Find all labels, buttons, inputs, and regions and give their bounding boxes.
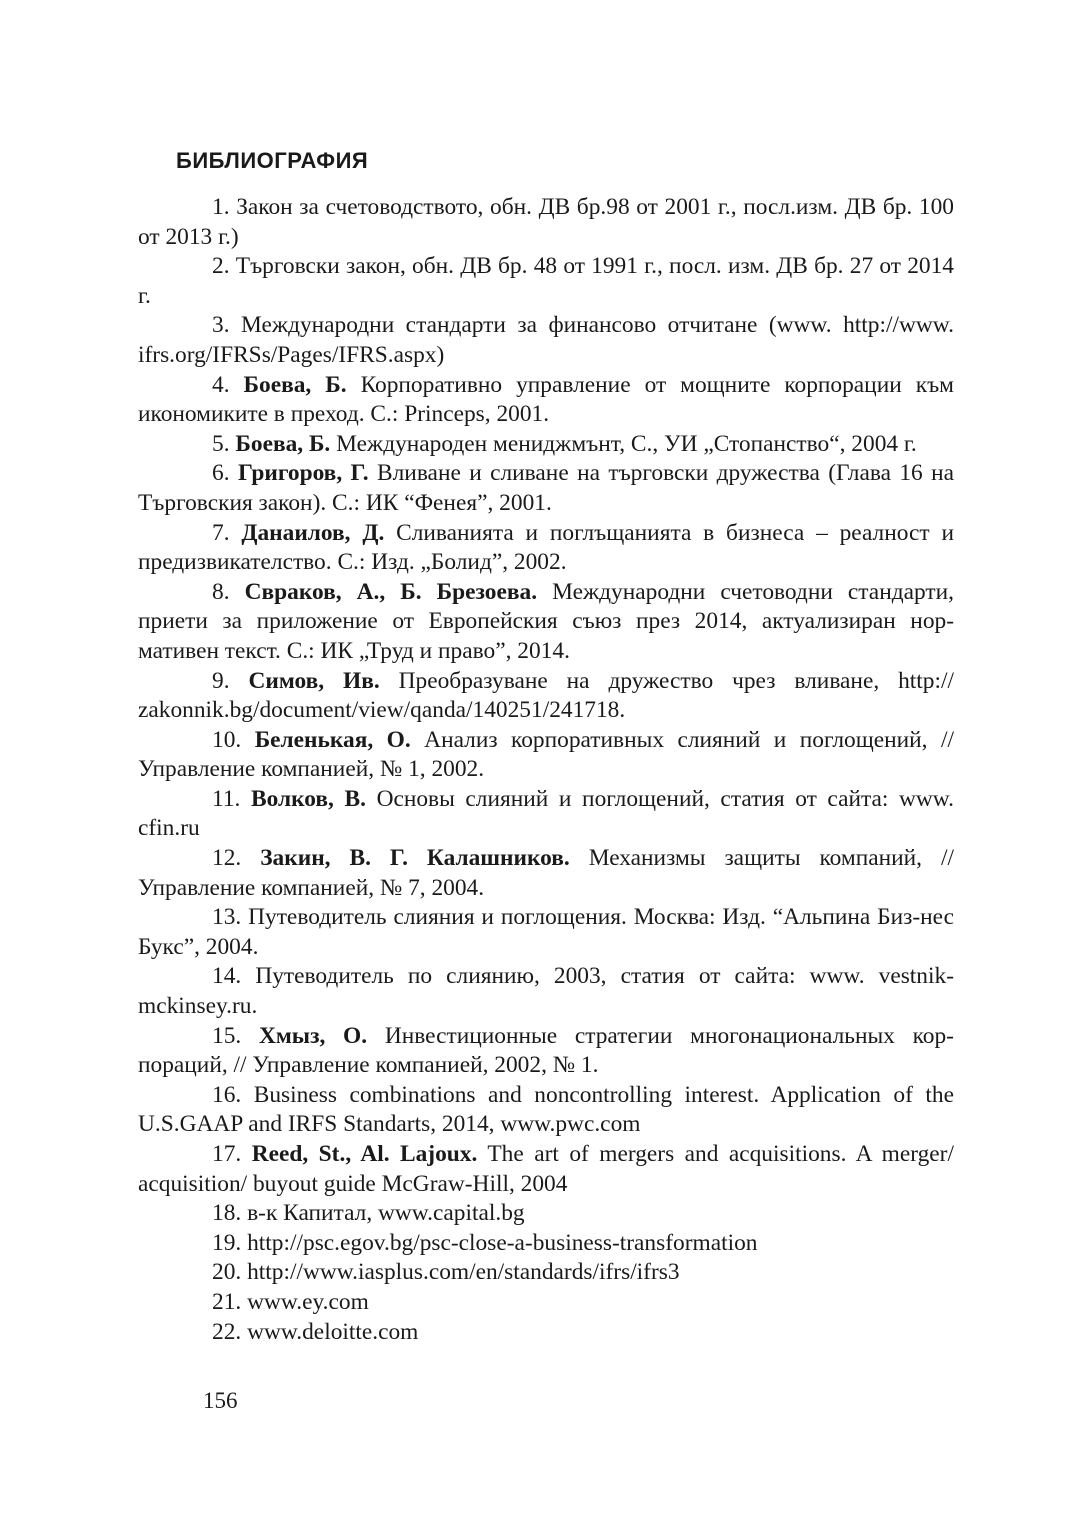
entry-authors: Волков, В. [251,785,366,812]
entry-authors: Хмыз, О. [258,1022,368,1049]
entry-text: Путеводитель слияния и поглощения. Москва: Изд. “Альпина Биз-нес Букс”, 2004. [138,904,954,960]
entry-number: 5. [212,430,230,457]
entry-authors: Симов, Ив. [248,667,380,694]
entry-number: 12. [212,845,242,872]
entry-text: The art of mergers and acquisitions. A merger/ acquisition/ buyout guide McGraw-Hill, 2004 [138,1141,954,1197]
entry-authors: Григоров, Г. [237,460,369,487]
entry-text: www.deloitte.com [247,1318,419,1345]
entry-number: 21. [212,1288,242,1315]
entry-number: 7. [212,519,230,546]
bibliography-entry [138,1199,954,1229]
bibliography-heading: БИБЛИОГРАФИЯ [176,148,369,173]
entry-number: 15. [212,1022,242,1049]
bibliography-entry [138,193,954,252]
entry-number: 8. [212,578,230,605]
entry-text: Основы слияний и поглощений, статия от сайта: www. cfin.ru [138,785,955,842]
bibliography-entry [138,252,954,311]
entry-number: 1. [212,194,230,220]
entry-text: Международни стандарти за финансово отчитане (www. http://www. ifrs.org/IFRSs/Pages/IFRS.aspx) [138,312,954,368]
bibliography-entry [138,844,954,903]
entry-number: 13. [212,904,242,931]
entry-number: 22. [212,1318,242,1345]
bibliography-entry [138,1081,954,1140]
bibliography-entry [138,726,954,785]
entry-text: Търговски закон, обн. ДВ бр. 48 от 1991 г., посл. изм. ДВ бр. 27 от 2014 г. [138,253,954,309]
entry-text: http://www.iasplus.com/en/standards/ifrs/ifrs3 [247,1259,680,1286]
bibliography-entry [138,1258,954,1288]
entry-text: Механизмы защиты компаний, // Управление компанией, № 7, 2004. [138,845,954,901]
bibliography-entry [138,371,954,430]
entry-number: 20. [212,1259,242,1286]
entry-text: Международни счетоводни стандарти, приети за приложение от Европейския съюз през 2014, актуализиран нор-мативен текст. С.: ИК „Труд и право”, 2014. [138,578,954,664]
entry-text: Корпоративно управление от мощните корпорации към икономиките в преход. С.: Princeps, 2001. [138,371,954,428]
entry-text: Инвестиционные стратегии многонациональных кор-пораций, // Управление компанией, 2002, № 1. [138,1022,954,1079]
entry-number: 14. [212,963,242,990]
entry-number: 19. [212,1229,242,1256]
entry-text: Преобразуване на дружество чрез вливане, http:// zakonnik.bg/document/view/qanda/140251/241718. [138,667,954,724]
entry-number: 18. [212,1200,242,1227]
entry-number: 10. [212,726,242,753]
bibliography-entry [138,1318,954,1348]
entry-text: http://psc.egov.bg/psc-close-a-business-transformation [247,1229,758,1256]
entry-number: 17. [212,1141,242,1167]
entry-number: 4. [212,371,230,398]
entry-authors: Боева, Б. [243,371,347,398]
entry-number: 16. [212,1081,242,1108]
bibliography-entry [138,667,954,726]
entry-number: 6. [212,460,230,487]
page-number: 156 [203,1388,238,1413]
entry-number: 11. [212,785,241,812]
entry-text: Путеводитель по слиянию, 2003, статия от сайта: www. vestnik-mckinsey.ru. [138,963,954,1020]
entry-authors: Данаилов, Д. [241,519,385,546]
entry-authors: Закин, В. Г. Калашников. [260,845,570,872]
bibliography-entry [138,430,954,460]
bibliography-entry [138,578,954,667]
bibliography-entry [138,903,954,962]
bibliography-entry [138,1140,954,1199]
bibliography-entry [138,1288,954,1318]
entry-authors: Беленькая, О. [254,726,411,753]
entry-text: Вливане и сливане на търговски дружества (Глава 16 на Търговския закон). С.: ИК “Фенея”, 2001. [138,460,954,516]
bibliography-entry [138,785,954,844]
bibliography-entry [138,311,954,370]
bibliography-entry [138,1022,954,1081]
entry-text: в-к Капитал, www.capital.bg [247,1200,525,1227]
bibliography-entry [138,519,954,578]
entry-authors: Боева, Б. [235,430,331,457]
bibliography-list [138,193,954,1347]
bibliography-entry [138,459,954,518]
entry-text: Анализ корпоративных слияний и поглощений, // Управление компанией, № 1, 2002. [138,726,954,783]
bibliography-entry [138,962,954,1021]
entry-number: 2. [212,253,230,280]
entry-text: Закон за счетоводството, обн. ДВ бр.98 от 2001 г., посл.изм. ДВ бр. 100 от 2013 г.) [138,194,954,250]
entry-authors: Reed, St., Al. Lajoux. [251,1141,478,1167]
entry-number: 3. [212,312,230,339]
entry-number: 9. [212,667,230,694]
entry-text: www.ey.com [247,1288,369,1315]
entry-text: Международен мениджмънт, С., УИ „Стопанство“, 2004 г. [336,430,917,457]
entry-authors: Свраков, А., Б. Брезоева. [244,578,538,605]
bibliography-entry [138,1229,954,1259]
entry-text: Business combinations and noncontrolling interest. Application of the U.S.GAAP and IRFS Standarts, 2014, www.pwc.com [138,1081,954,1138]
entry-text: Сливанията и поглъщанията в бизнеса – реалност и предизвикателство. С.: Изд. „Болид”, 2002. [138,519,954,576]
